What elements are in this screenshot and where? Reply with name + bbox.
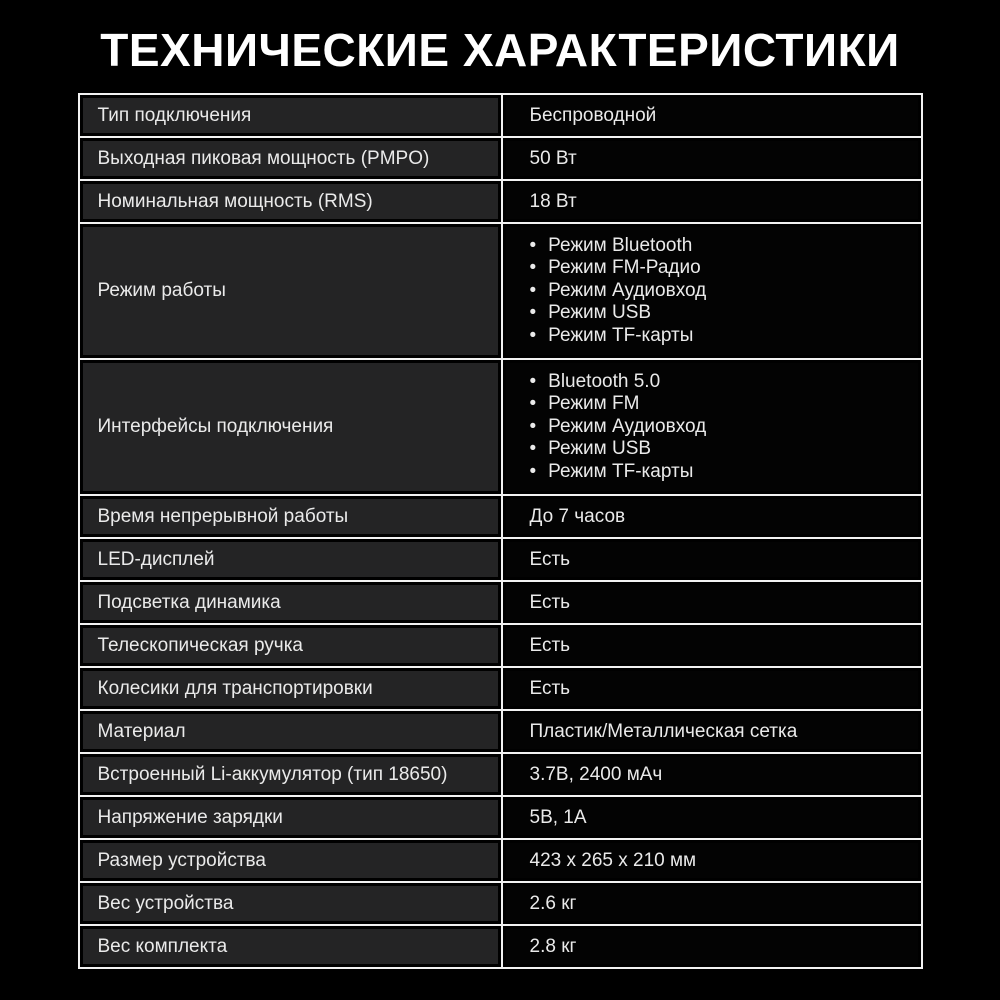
spec-label-cell (80, 360, 501, 494)
spec-value: До 7 часов (529, 505, 626, 527)
spec-label-cell (80, 926, 501, 967)
spec-label-cell (80, 95, 501, 136)
spec-label: Время непрерывной работы (97, 505, 349, 527)
spec-value-item: Режим FM-Радио (548, 257, 701, 279)
spec-value-cell (503, 181, 921, 222)
spec-value-cell (503, 582, 921, 623)
spec-value-cell (503, 840, 921, 881)
list-item (530, 461, 908, 483)
table-row (80, 95, 921, 136)
spec-value-item: Режим TF-карты (548, 460, 694, 482)
spec-value: Есть (529, 548, 571, 570)
spec-label: LED-дисплей (97, 548, 215, 570)
spec-label-cell (80, 711, 501, 752)
table-row (80, 539, 921, 580)
spec-value: 3.7В, 2400 мАч (529, 763, 663, 785)
spec-table-body (80, 95, 921, 967)
list-item (530, 302, 908, 324)
spec-value-item: Режим Аудиовход (548, 415, 707, 437)
spec-value-cell (503, 539, 921, 580)
table-row (80, 582, 921, 623)
bullet-icon: • (529, 257, 537, 279)
spec-value-cell (503, 926, 921, 967)
spec-label-cell (80, 883, 501, 924)
spec-label-cell (80, 840, 501, 881)
table-row (80, 883, 921, 924)
table-row (80, 224, 921, 358)
page-title: ТЕХНИЧЕСКИЕ ХАРАКТЕРИСТИКИ (100, 24, 900, 76)
table-row (80, 797, 921, 838)
bullet-icon: • (529, 393, 537, 415)
list-item (530, 371, 908, 393)
spec-value-cell (503, 625, 921, 666)
spec-value: 423 x 265 x 210 мм (529, 849, 697, 871)
spec-label: Материал (97, 720, 186, 742)
spec-value-item: Режим Аудиовход (548, 279, 707, 301)
bullet-icon: • (529, 279, 537, 301)
table-row (80, 138, 921, 179)
table-row (80, 625, 921, 666)
spec-label: Размер устройства (97, 849, 266, 871)
spec-value-cell (503, 360, 921, 494)
spec-value-item: Режим TF-карты (548, 324, 694, 346)
spec-value-item: Bluetooth 5.0 (548, 371, 661, 393)
list-item (530, 257, 908, 279)
spec-label-cell (80, 138, 501, 179)
spec-table (78, 93, 923, 969)
spec-value-item: Режим USB (548, 302, 652, 324)
spec-label: Встроенный Li-аккумулятор (тип 18650) (97, 763, 448, 785)
bullet-icon: • (529, 415, 537, 437)
spec-label-cell (80, 224, 501, 358)
spec-label-cell (80, 582, 501, 623)
spec-label-cell (80, 668, 501, 709)
spec-label: Тип подключения (97, 104, 252, 126)
bullet-list (530, 235, 908, 347)
list-item (530, 235, 908, 257)
bullet-icon: • (529, 235, 537, 256)
spec-value: Пластик/Металлическая сетка (529, 720, 798, 742)
table-row (80, 711, 921, 752)
spec-label: Интерфейсы подключения (97, 416, 334, 438)
spec-value: Есть (529, 591, 571, 613)
spec-value: Есть (529, 634, 571, 656)
table-row (80, 754, 921, 795)
spec-value-item: Режим Bluetooth (548, 235, 693, 256)
spec-value: 2.6 кг (529, 892, 577, 914)
spec-label: Номинальная мощность (RMS) (97, 190, 373, 212)
spec-value-item: Режим USB (548, 438, 652, 460)
list-item (530, 393, 908, 415)
spec-value: Есть (529, 677, 571, 699)
table-row (80, 840, 921, 881)
bullet-icon: • (529, 438, 537, 460)
spec-label: Напряжение зарядки (97, 806, 283, 828)
spec-value-cell (503, 224, 921, 358)
spec-label: Вес комплекта (97, 935, 228, 957)
spec-value-cell (503, 711, 921, 752)
bullet-icon: • (529, 324, 537, 346)
spec-value: 5В, 1А (529, 806, 587, 828)
table-row (80, 668, 921, 709)
list-item (530, 325, 908, 347)
spec-label-cell (80, 625, 501, 666)
spec-value: 50 Вт (529, 147, 577, 169)
table-row (80, 181, 921, 222)
list-item (530, 438, 908, 460)
spec-label: Колесики для транспортировки (97, 677, 373, 699)
spec-label: Выходная пиковая мощность (PMPO) (97, 147, 430, 169)
spec-value-cell (503, 668, 921, 709)
spec-value-cell (503, 754, 921, 795)
spec-label: Вес устройства (97, 892, 234, 914)
spec-value-cell (503, 496, 921, 537)
spec-value-cell (503, 95, 921, 136)
table-row (80, 496, 921, 537)
spec-value-cell (503, 797, 921, 838)
spec-label-cell (80, 754, 501, 795)
spec-label-cell (80, 496, 501, 537)
bullet-list (530, 371, 908, 483)
spec-value: 18 Вт (529, 190, 577, 212)
list-item (530, 280, 908, 302)
bullet-icon: • (529, 302, 537, 324)
spec-label: Режим работы (97, 280, 226, 302)
table-row (80, 926, 921, 967)
spec-value: 2.8 кг (529, 935, 577, 957)
spec-label: Подсветка динамика (97, 591, 281, 613)
list-item (530, 416, 908, 438)
bullet-icon: • (529, 371, 537, 393)
spec-label-cell (80, 539, 501, 580)
bullet-icon: • (529, 460, 537, 482)
spec-label-cell (80, 181, 501, 222)
spec-value-cell (503, 138, 921, 179)
spec-value-cell (503, 883, 921, 924)
spec-value-item: Режим FM (548, 393, 640, 415)
spec-label: Телескопическая ручка (97, 634, 304, 656)
spec-label-cell (80, 797, 501, 838)
spec-value: Беспроводной (529, 104, 657, 126)
table-row (80, 360, 921, 494)
